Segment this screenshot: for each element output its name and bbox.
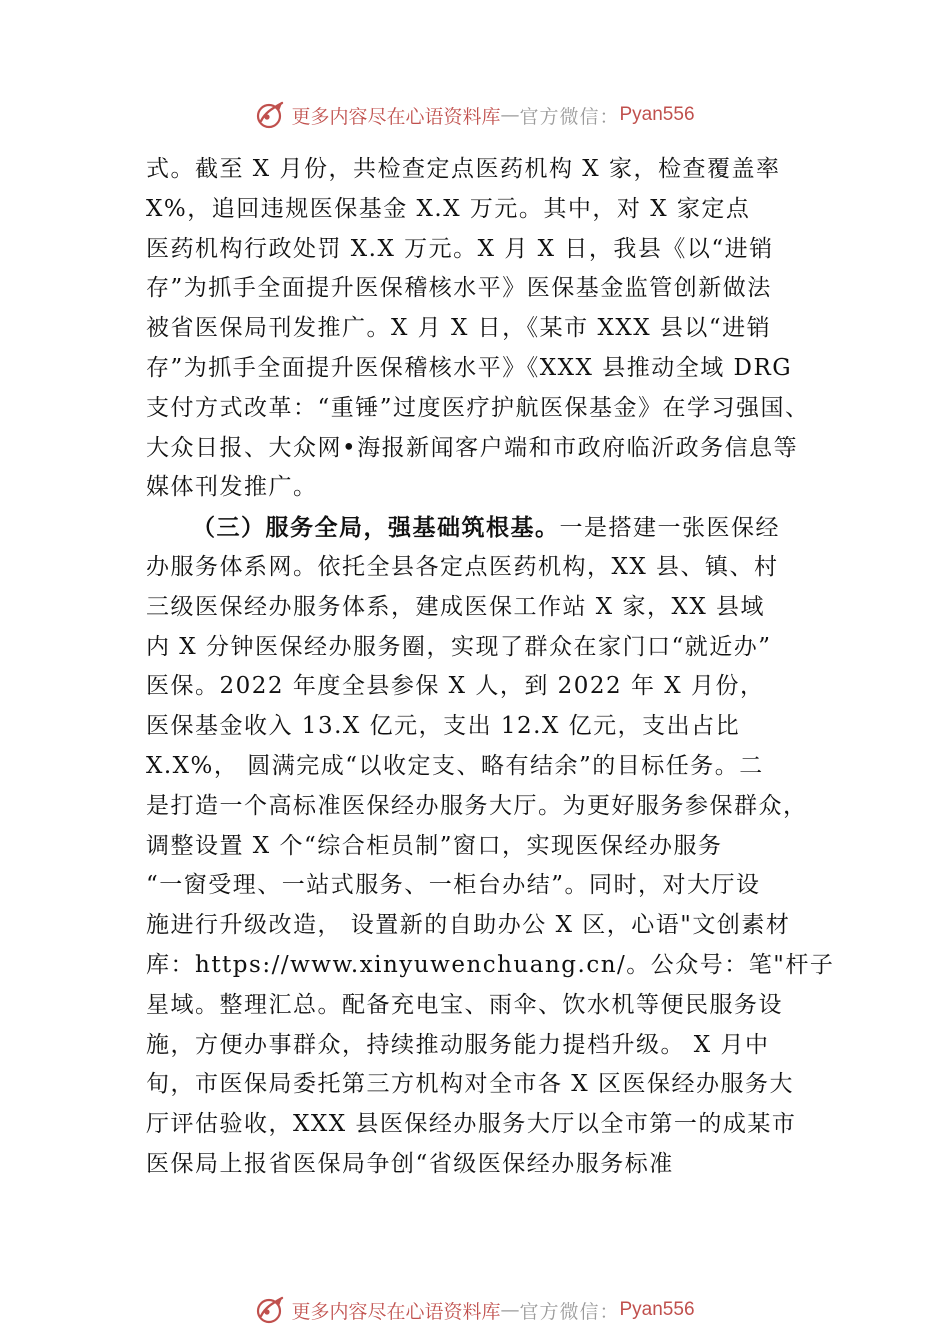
document-body (146, 150, 836, 1185)
text-line (146, 827, 836, 867)
text-line (146, 1145, 836, 1185)
line-text: 库：https://www.xinyuwenchuang.cn/。公众号：笔"杆子 (146, 951, 835, 978)
line-text: X.X%， 圆满完成“以收定支、略有结余”的目标任务。二 (146, 752, 764, 779)
line-text: 一是搭建一张医保经 (559, 515, 780, 542)
line-text: 厅评估验收，XXX 县医保经办服务大厅以全市第一的成某市 (146, 1111, 797, 1138)
text-line (146, 548, 836, 588)
line-text: 施，方便办事群众，持续推动服务能力提档升级。 X 月中 (146, 1031, 770, 1058)
text-line (146, 588, 836, 628)
watermark-wechat-label: 官方微信： (519, 1300, 620, 1323)
text-line (146, 1065, 836, 1105)
line-text: 三级医保经办服务体系，建成医保工作站 X 家，XX 县域 (146, 593, 766, 620)
line-text: 存”为抓手全面提升医保稽核水平》《XXX 县推动全域 DRG (146, 354, 793, 381)
footer-watermark (0, 1290, 950, 1330)
text-line (146, 667, 836, 707)
text-line (146, 1105, 836, 1145)
text-line (146, 349, 836, 389)
section-heading: （三）服务全局，强基础筑根基。 (192, 514, 560, 542)
line-text: 被省医保局刊发推广。X 月 X 日，《某市 XXX 县以“进销 (146, 315, 772, 342)
line-text: “一窗受理、一站式服务、一柜台办结”。同时，对大厅设 (146, 872, 761, 899)
watermark-wechat-id: Pyan556 (619, 1299, 695, 1320)
line-text: 医保基金收入 13.X 亿元，支出 12.X 亿元，支出占比 (146, 713, 741, 740)
watermark-separator: — (500, 104, 520, 126)
text-line (146, 747, 836, 787)
text-line (146, 906, 836, 946)
text-line (146, 190, 836, 230)
line-text: 存”为抓手全面提升医保稽核水平》医保基金监管创新做法 (146, 275, 772, 302)
text-line (146, 389, 836, 429)
text-line (146, 866, 836, 906)
text-line (146, 787, 836, 827)
text-line (146, 150, 836, 190)
line-text: 大众日报、大众网•海报新闻客户端和市政府临沂政务信息等 (146, 434, 799, 461)
text-line (146, 707, 836, 747)
line-text: 办服务体系网。依托全县各定点医药机构，XX 县、镇、村 (146, 553, 779, 580)
line-text: 媒体刊发推广。 (146, 474, 318, 501)
watermark-brand-text: 更多内容尽在心语资料库 (291, 1300, 501, 1323)
line-text: 医药机构行政处罚 X.X 万元。X 月 X 日，我县《以“进销 (146, 235, 774, 262)
line-text: 式。截至 X 月份，共检查定点医药机构 X 家，检查覆盖率 (146, 156, 781, 182)
text-line (146, 230, 836, 270)
pen-seal-icon (255, 99, 287, 131)
text-line (146, 508, 836, 548)
line-text: 是打造一个高标准医保经办服务大厅。为更好服务参保群众， (146, 792, 808, 819)
text-line (146, 1026, 836, 1066)
text-line (146, 309, 836, 349)
line-text: 调整设置 X 个“综合柜员制”窗口，实现医保经办服务 (146, 832, 723, 859)
text-line (146, 429, 836, 469)
watermark-wechat-id: Pyan556 (619, 104, 695, 125)
text-line (146, 468, 836, 508)
line-text: X%，追回违规医保基金 X.X 万元。其中，对 X 家定点 (146, 195, 751, 222)
header-watermark (0, 95, 950, 135)
line-text: 支付方式改革：“重锤”过度医疗护航医保基金》在学习强国、 (146, 394, 810, 421)
pen-seal-icon (255, 1294, 287, 1326)
watermark-brand-text: 更多内容尽在心语资料库 (291, 105, 501, 128)
line-text: 医保局上报省医保局争创“省级医保经办服务标准 (146, 1150, 674, 1177)
line-text: 内 X 分钟医保经办服务圈，实现了群众在家门口“就近办” (146, 633, 772, 660)
line-text: 星域。整理汇总。配备充电宝、雨伞、饮水机等便民服务设 (146, 991, 783, 1018)
text-line (146, 628, 836, 668)
text-line (146, 269, 836, 309)
text-line (146, 986, 836, 1026)
line-text: 施进行升级改造， 设置新的自助办公 X 区，心语"文创素材 (146, 912, 791, 939)
line-text: 旬，市医保局委托第三方机构对全市各 X 区医保经办服务大 (146, 1071, 794, 1098)
watermark-separator: — (500, 1299, 520, 1321)
watermark-wechat-label: 官方微信： (519, 105, 620, 128)
text-line (146, 946, 836, 986)
line-text: 医保。2022 年度全县参保 X 人，到 2022 年 X 月份， (146, 673, 765, 700)
